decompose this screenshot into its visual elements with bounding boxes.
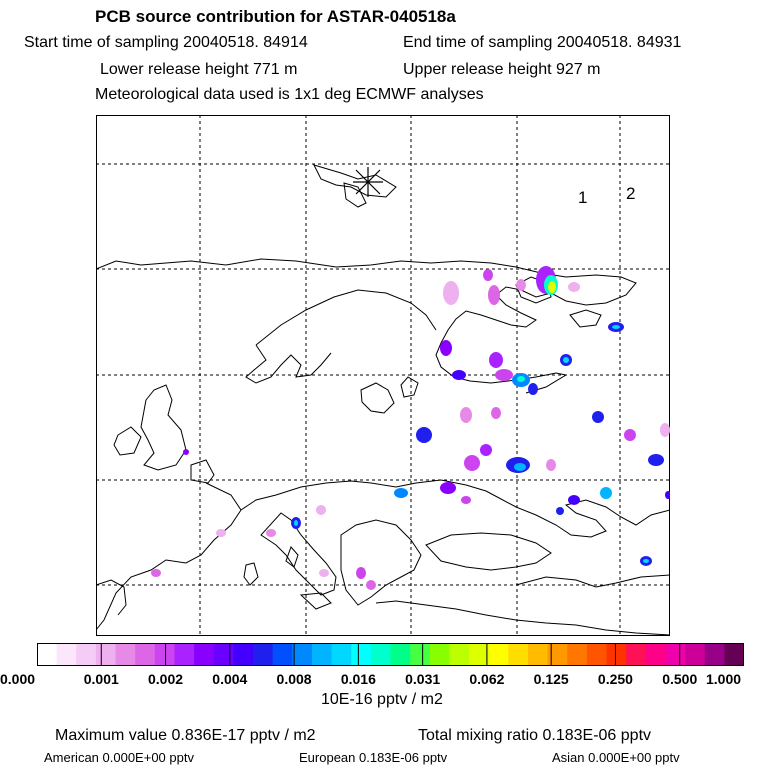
- colorbar-tick-label: 0.500: [662, 671, 698, 687]
- colorbar-swatch: [371, 643, 391, 666]
- total-mixing-label: Total mixing ratio 0.183E-06 pptv: [418, 727, 652, 744]
- colorbar-swatch: [665, 643, 685, 666]
- colorbar-tick-label: 0.031: [405, 671, 441, 687]
- colorbar-swatch: [292, 643, 312, 666]
- colorbar-swatch: [233, 643, 253, 666]
- colorbar-tick-label: 0.016: [340, 671, 376, 687]
- asian-label: Asian 0.000E+00 pptv: [552, 750, 680, 765]
- lower-release-label: Lower release height 771 m: [100, 61, 298, 78]
- colorbar-swatch: [626, 643, 646, 666]
- colorbar-swatch: [489, 643, 509, 666]
- colorbar-tick-label: 0.000: [0, 671, 36, 687]
- colorbar-swatch: [273, 643, 293, 666]
- colorbar-tick-label: 0.125: [533, 671, 569, 687]
- marker-2: 2: [626, 184, 636, 203]
- colorbar-swatch: [508, 643, 528, 666]
- colorbar-swatch: [469, 643, 489, 666]
- colorbar-swatch: [724, 643, 744, 666]
- colorbar-swatch: [116, 643, 136, 666]
- european-label: European 0.183E-06 pptv: [299, 750, 448, 765]
- met-data-label: Meteorological data used is 1x1 deg ECMWF analyses: [95, 86, 484, 103]
- colorbar-swatch: [430, 643, 450, 666]
- colorbar-swatch: [135, 643, 155, 666]
- american-label: American 0.000E+00 pptv: [44, 750, 194, 765]
- upper-release-label: Upper release height 927 m: [403, 61, 601, 78]
- colorbar-swatch: [607, 643, 627, 666]
- marker-1: 1: [578, 188, 588, 207]
- colorbar-swatch: [155, 643, 175, 666]
- colorbar-swatch: [96, 643, 116, 666]
- colorbar-swatch: [253, 643, 273, 666]
- map-title: PCB source contribution for ASTAR-040518a: [95, 7, 456, 26]
- colorbar-swatch: [587, 643, 607, 666]
- colorbar-swatch: [37, 643, 57, 666]
- colorbar-tick-label: 0.004: [212, 671, 248, 687]
- colorbar-swatch: [528, 643, 548, 666]
- colorbar-swatch: [646, 643, 666, 666]
- start-time-label: Start time of sampling 20040518. 84914: [24, 34, 308, 51]
- colorbar-tick-label: 0.001: [83, 671, 119, 687]
- star-icon: [353, 167, 383, 197]
- colorbar-swatch: [705, 643, 725, 666]
- colorbar-swatch: [332, 643, 352, 666]
- colorbar-swatch: [194, 643, 214, 666]
- colorbar-tick-label: 0.008: [276, 671, 312, 687]
- colorbar-tick-label: 1.000: [706, 671, 742, 687]
- colorbar-tick-label: 0.062: [469, 671, 505, 687]
- colorbar-swatch: [214, 643, 234, 666]
- colorbar-swatch: [351, 643, 371, 666]
- colorbar-swatch: [449, 643, 469, 666]
- colorbar-swatch: [76, 643, 96, 666]
- colorbar-units: 10E-16 pptv / m2: [321, 691, 443, 708]
- colorbar-tick-label: 0.002: [148, 671, 184, 687]
- colorbar-swatch: [174, 643, 194, 666]
- map-panel: [96, 115, 670, 636]
- colorbar-swatch: [391, 643, 411, 666]
- colorbar-swatch: [57, 643, 77, 666]
- colorbar-swatch: [410, 643, 430, 666]
- colorbar: [37, 643, 744, 666]
- colorbar-swatch: [685, 643, 705, 666]
- end-time-label: End time of sampling 20040518. 84931: [403, 34, 682, 51]
- colorbar-tick-label: 0.250: [597, 671, 633, 687]
- max-value-label: Maximum value 0.836E-17 pptv / m2: [55, 727, 316, 744]
- colorbar-swatch: [548, 643, 568, 666]
- colorbar-swatch: [567, 643, 587, 666]
- colorbar-swatch: [312, 643, 332, 666]
